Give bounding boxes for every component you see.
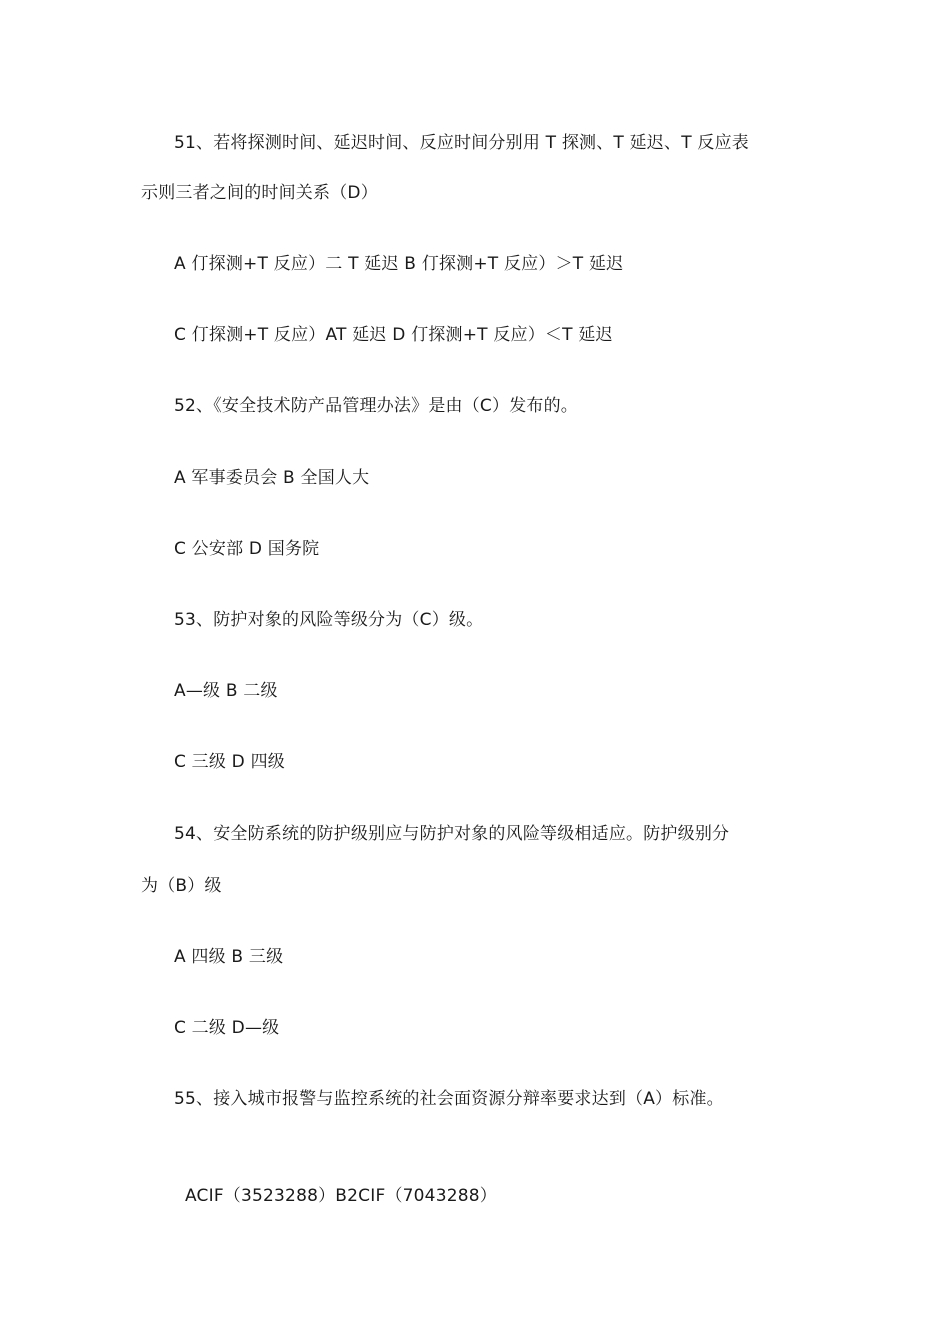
question-52-options-ab: A 军事委员会 B 全国人大	[174, 468, 370, 488]
question-51-stem-line-1: 51、若将探测时间、延迟时间、反应时间分别用 T 探测、T 延迟、T 反应表	[174, 133, 749, 153]
question-54-stem-line-1: 54、安全防系统的防护级别应与防护对象的风险等级相适应。防护级别分	[174, 824, 730, 844]
question-52-options-cd: C 公安部 D 国务院	[174, 539, 320, 559]
question-52-stem: 52、《安全技术防产品管理办法》是由（C）发布的。	[174, 396, 579, 416]
question-54-options-ab: A 四级 B 三级	[174, 947, 284, 967]
question-53-options-cd: C 三级 D 四级	[174, 752, 285, 772]
question-53-stem: 53、防护对象的风险等级分为（C）级。	[174, 610, 484, 630]
question-55-options-ab: ACIF（3523288）B2CIF（7043288）	[185, 1186, 497, 1206]
question-53-options-ab: A—级 B 二级	[174, 681, 278, 701]
question-51-options-ab: A 仃探测+T 反应）二 T 延迟 B 仃探测+T 反应）＞T 延迟	[174, 254, 624, 274]
question-54-stem-line-2: 为（B）级	[141, 876, 222, 896]
question-55-stem: 55、接入城市报警与监控系统的社会面资源分辩率要求达到（A）标准。	[174, 1089, 724, 1109]
question-51-options-cd: C 仃探测+T 反应）AT 延迟 D 仃探测+T 反应）＜T 延迟	[174, 325, 613, 345]
question-54-options-cd: C 二级 D—级	[174, 1018, 280, 1038]
question-51-stem-line-2: 示则三者之间的时间关系（D）	[141, 183, 378, 203]
